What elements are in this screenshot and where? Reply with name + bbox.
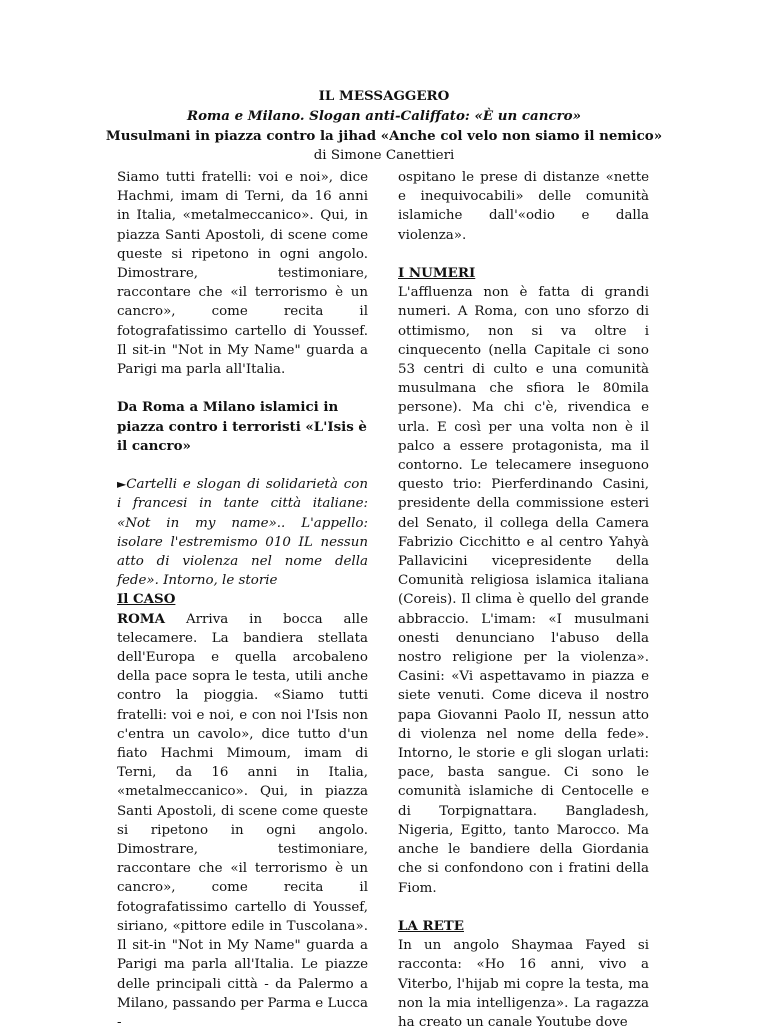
spacer bbox=[117, 379, 368, 398]
section-heading-numeri: I NUMERI bbox=[398, 265, 476, 281]
newspaper-name: IL MESSAGGERO bbox=[318, 88, 450, 104]
continuation-paragraph: ospitano le prese di distanze «nette e inequivocabili» delle comunità islamiche dall'«odio e dalla violenza». bbox=[398, 170, 649, 243]
article-header bbox=[90, 86, 678, 166]
triangle-bullet-icon: ► bbox=[117, 477, 127, 492]
teaser-paragraph bbox=[117, 475, 368, 590]
numeri-paragraph: L'affluenza non è fatta di grandi numeri. A Roma, con uno sforzo di ottimismo, non si va oltre i cinquecento (nella Capitale ci sono 53 centri di culto e una comunità musulmana che sfiora le 80mila persone). Ma chi c'è, rivendica e urla. E così per una volta non è il palco a essere protagonista, ma il contorno. Le telecamere inseguono questo trio: Pierferdinando Casini, presidente della commissione esteri del Senato, il collega della Camera Fabrizio Cicchitto e al centro Yahyà Pallavicini vicepresidente della Comunità religiosa islamica italiana (Coreis). Il clima è quello del grande abbraccio. L'imam: «I musulmani onesti denunciano l'abuso della nostro religione per la violenza». Casini: «Vi aspettavamo in piazza e siete venuti. Come diceva il nostro papa Giovanni Paolo II, nessun atto di violenza nel nome della fede». Intorno, le storie e gli slogan urlati: pace, basta sangue. Ci sono le comunità islamiche di Centocelle e di Torpignattara. Bangladesh, Nigeria, Egitto, tanto Marocco. Ma anche le bandiere della Giordania che si confondono con i fratini della Fiom. bbox=[398, 285, 649, 896]
article-subtitle: Roma e Milano. Slogan anti-Califfato: «È un cancro» bbox=[187, 108, 581, 124]
left-column bbox=[117, 168, 368, 1032]
intro-paragraph: Siamo tutti fratelli: voi e noi», dice Hachmi, imam di Terni, da 16 anni in Italia, «metalmeccanico». Qui, in piazza Santi Apostoli, di scene come queste si ripetono in ogni angolo. Dimostrare, testimoniare, raccontare che «il terrorismo è un cancro», come recita il fotografatissimo cartello di Youssef. Il sit-in "Not in My Name" guarda a Parigi ma parla all'Italia. bbox=[117, 170, 368, 378]
section-heading-caso: Il CASO bbox=[117, 591, 176, 608]
body-text: Arriva in bocca alle telecamere. La bandiera stellata dell'Europa e quella arcobaleno della pace sopra le testa, utili anche contro la pioggia. «Siamo tutti fratelli: voi e noi, e con noi l'Isis non c'entra un cavolo», dice tutto d'un fiato Hachmi Mimoum, imam di Terni, da 16 anni in Italia, «metalmeccanico». Qui, in piazza Santi Apostoli, di scene come queste si ripetono in ogni angolo. Dimostrare, testimoniare, raccontare che «il terrorismo è un cancro», come recita il fotografatissimo cartello di Youssef, siriano, «pittore edile in Tuscolana». Il sit-in "Not in My Name" guarda a Parigi ma parla all'Italia. Le piazze delle principali città - da Palermo a Milano, passando per Parma e Lucca - bbox=[117, 611, 368, 1030]
spacer bbox=[398, 898, 649, 917]
lead-word: ROMA bbox=[117, 610, 166, 627]
rete-paragraph: In un angolo Shaymaa Fayed si racconta: «Ho 16 anni, vivo a Viterbo, l'hijab mi copre la testa, ma non la mia intelligenza». La ragazza ha creato un canale Youtube dove bbox=[398, 938, 649, 1030]
teaser-text: Cartelli e slogan di solidarietà con i francesi in tante città italiane: «Not in my name».. L'appello: isolare l'estremismo 010 IL nessun atto di violenza nel nome della fede». Intorno, le storie bbox=[117, 477, 368, 589]
spacer bbox=[117, 456, 368, 475]
inner-headline: Da Roma a Milano islamici in piazza contro i terroristi «L'Isis è il cancro» bbox=[117, 399, 367, 454]
article-title: Musulmani in piazza contro la jihad «Anche col velo non siamo il nemico» bbox=[105, 128, 663, 144]
body-paragraph bbox=[117, 610, 368, 1032]
right-column bbox=[398, 168, 649, 1032]
section-heading-rete: LA RETE bbox=[398, 917, 464, 934]
article-byline: di Simone Canettieri bbox=[313, 148, 455, 163]
spacer bbox=[398, 245, 649, 264]
